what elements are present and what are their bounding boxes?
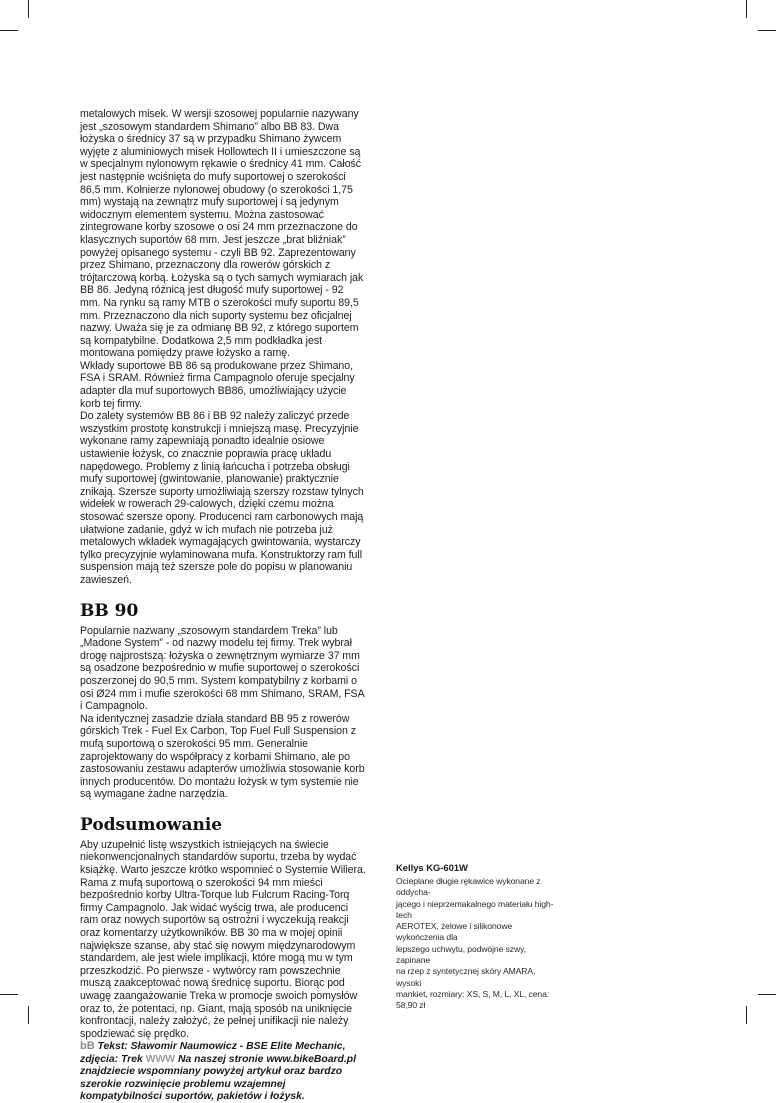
article-paragraph: Na identycznej zasadzie działa standard BB 95 z rowerów górskich Trek - Fuel Ex Carbon, Top Fuel Full Suspension z mufą suportową o szerokości 95 mm. Generalnie zaprojektowany do współpracy z korbami Shimano, ale po zastosowaniu zestawu adapterów umożliwia stosowanie korb innych producentów. Do montażu łożysk w tym systemie nie są wymagane żadne narzędzia. xyxy=(80,712,365,801)
product-caption xyxy=(396,862,556,1012)
article-paragraph: metalowych misek. W wersji szosowej popularnie nazywany jest „szosowym standardem Shimano” albo BB 83. Dwa łożyska o średnicy 37 są w przypadku Shimano żywcem wyjęte z aluminiowych misek Hollowtech II i umieszczone są w specjalnym nylonowym rękawie o średnicy 41 mm. Całość jest następnie wciśnięta do mufy suportowej o szerokości 86,5 mm. Kołnierze nylonowej obudowy (o szerokości 1,75 mm) wystają na zewnątrz mufy suportowej i są jedynym widocznym elementem systemu. Można zastosować zintegrowane korby szosowe o osi 24 mm przeznaczone do klasycznych suportów 68 mm. Jest jeszcze „brat bliźniak” powyżej opisanego systemu - czyli BB 92. Zaprezentowany przez Shimano, przeznaczony dla rowerów górskich z trójtarczową korbą. Łożyska są o tych samych wymiarach jak BB 86. Jedyną różnicą jest długość mufy suportowej - 92 mm. Na rynku są ramy MTB o szerokości mufy suportu 89,5 mm. Przeznaczono dla nich suporty systemu bez oficjalnej nazwy. Uważa się je za odmianę BB 92, z którego suportem są kompatybilne. Dodatkowa 2,5 mm podkładka jest montowana pomiędzy prawe łożysko a ramę. xyxy=(80,108,364,360)
crop-mark-bottom-right xyxy=(746,1006,747,1024)
crop-mark-right-top xyxy=(758,30,776,31)
author-line: Tekst: Sławomir Naumowicz - BSE Elite Mechanic, zdjęcia: Trek xyxy=(80,1041,346,1065)
product-description-line: na rzep z syntetycznej skóry AMARA, wysoki xyxy=(396,966,536,988)
product-description-line: mankiet, rozmiary: XS, S, M, L, XL, cena: 58,90 zł xyxy=(396,988,550,1011)
crop-mark-top-right xyxy=(746,0,747,18)
crop-mark-right-bottom xyxy=(758,994,776,995)
crop-mark-top-left xyxy=(28,0,29,18)
section-heading-summary: Podsumowanie xyxy=(80,814,223,835)
www-logo: WWW xyxy=(145,1053,176,1065)
article-credits xyxy=(80,1040,366,1103)
web-note: Na naszej stronie www.bikeBoard.pl znajdziecie wspomniany powyżej artykuł oraz bardzo szerokie rozwinięcie problemu wzajemnej kompatybilności suportów, pakietów i łożysk. xyxy=(80,1053,356,1102)
article-paragraph: Wkłady suportowe BB 86 są produkowane przez Shimano, FSA i SRAM. Również firma Campagnolo oferuje specjalny adapter dla muf suportowych BB86, umożliwiający użycie korb tej firmy. xyxy=(80,359,355,410)
product-description-line: Ocieplane długie rękawice wykonane z oddycha- xyxy=(396,876,541,898)
product-description xyxy=(396,876,556,1012)
crop-mark-bottom-left xyxy=(28,1006,29,1024)
bikeboard-logo: bB xyxy=(80,1040,95,1053)
article-column xyxy=(80,108,366,1103)
product-description-line: AEROTEX, żelowe i silikonowe wykończenia dla xyxy=(396,921,513,943)
article-paragraph: Aby uzupełnić listę wszystkich istniejących na świecie niekonwencjonalnych standardów suportu, trzeba by wydać książkę. Warto jeszcze krótko wspomnieć o Systemie Wiliera. Rama z mufą suportową o szerokości 94 mm mieści bezpośrednio korby Ultra-Torque lub Fulcrum Racing-Torq firmy Campagnolo. Jak widać wyścig trwa, ale producenci ram oraz nowych suportów są ostrożni i wyczekują reakcji oraz komentarzy użytkowników. BB 30 ma w mojej opinii największe szanse, aby stać się nowym międzynarodowym standardem, ale jest wiele implikacji, które mogą mu w tym przeszkodzić. Po pierwsze - wytwórcy ram powszechnie muszą zaakceptować nową średnicę suportu. Biorąc pod uwagę zaangażowanie Treka w promocje swoich pomysłów oraz to, że potentaci, np. Giant, mają sposób na uniknięcie konfrontacji, należy założyć, że pełnej unifikacji nie należy spodziewać się prędko. xyxy=(80,838,366,1040)
product-description-line: lepszego uchwytu, podwójne szwy, zapinane xyxy=(396,943,526,966)
product-title: Kellys KG-601W xyxy=(396,862,468,873)
crop-mark-left-top xyxy=(0,30,18,31)
section-heading-bb90: BB 90 xyxy=(80,600,139,621)
article-paragraph: Do zalety systemów BB 86 i BB 92 należy zaliczyć przede wszystkim prostotę konstrukcji i mniejszą masę. Precyzyjnie wykonane ramy zapewniają ponadto idealnie osiowe ustawienie łożysk, co znacznie poprawia pracę układu napędowego. Problemy z linią łańcucha i potrzeba obsługi mufy suportowej (gwintowanie, planowanie) praktycznie znikają. Szersze suporty umożliwiają szerszy rozstaw tylnych widełek w rowerach 29-calowych, dzięki czemu można stosować szersze opony. Producenci ram carbonowych mają ułatwione zadanie, gdyż w ich mufach nie potrzeba już metalowych wkładek wymagających gwintowania, wystarczy tylko precyzyjnie wylaminowana mufa. Konstruktorzy ram full suspension mają też szersze pole do popisu w planowaniu zawieszeń. xyxy=(80,410,364,586)
crop-mark-left-bottom xyxy=(0,994,18,995)
product-description-line: jącego i nieprzemakalnego materiału high-tech xyxy=(396,898,554,920)
article-paragraph: Popularnie nazwany „szosowym standardem Treka” lub „Madone System” - od nazwy modelu tej firmy. Trek wybrał drogę najprostszą: łożyska o zewnętrznym wymiarze 37 mm są osadzone bezpośrednio w mufie suportowej o szerokości poszerzonej do 90,5 mm. System kompatybilny z korbami o osi Ø24 mm i mufie szerokości 68 mm Shimano, SRAM, FSA i Campagnolo. xyxy=(80,624,365,713)
